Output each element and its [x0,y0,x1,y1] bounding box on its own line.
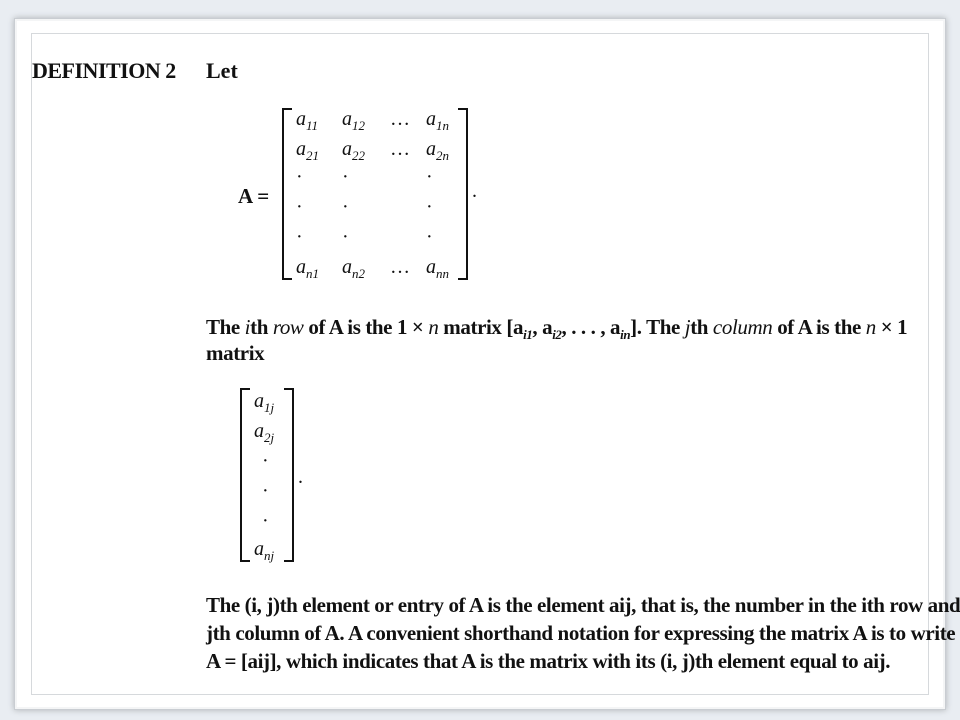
element-paragraph-line1: The (i, j)th element or entry of A is the element aij, that is, the number in the ith row and [206,593,960,617]
matrix-entry: $a_{22}$ [342,138,365,163]
column-entry: · [262,450,269,472]
row-column-paragraph-line2: matrix [206,341,265,365]
matrix-label: A = [238,184,270,208]
matrix-entry: $a_{nn}$ [426,256,449,281]
column-entry: $a_{1j}$ [254,390,275,415]
matrix-entry: $a_{1n}$ [426,108,449,133]
column-right-bracket [284,388,294,562]
column-left-bracket [240,388,250,562]
matrix-entry: · [342,166,349,188]
matrix-entry: $a_{12}$ [342,108,365,133]
column-entry: $a_{2j}$ [254,420,275,445]
matrix-right-bracket [458,108,468,280]
matrix-entry: · [426,226,433,248]
column-entry: · [262,480,269,502]
column-period: . [298,466,303,488]
matrix-entry: … [390,256,410,278]
matrix-entry: · [342,196,349,218]
element-paragraph-line2: jth column of A. A convenient shorthand notation for expressing the matrix A is to write [206,621,956,645]
matrix-entry: · [296,196,303,218]
matrix-entry: · [426,196,433,218]
element-paragraph-line3: A = [aij], which indicates that A is the matrix with its (i, j)th element equal to aij. [206,649,891,673]
column-entry: $a_{nj}$ [254,538,275,563]
matrix-period: . [472,180,477,202]
matrix-entry: … [390,108,410,130]
matrix-entry: $a_{n1}$ [296,256,319,281]
let-text: Let [206,58,238,83]
matrix-entry: … [390,138,410,160]
column-entry: · [262,510,269,532]
matrix-entry: · [426,166,433,188]
matrix-entry: $a_{n2}$ [342,256,365,281]
matrix-entry: $a_{2n}$ [426,138,449,163]
matrix-entry: · [296,166,303,188]
row-column-paragraph-line1: The ith row of A is the 1 × n matrix [$a_{i1}$, $a_{i2}$, . . . , $a_{in}$]. The jth column of A is the n × 1 [206,315,908,343]
matrix-entry: · [296,226,303,248]
matrix-left-bracket [282,108,292,280]
matrix-entry: $a_{11}$ [296,108,319,133]
matrix-entry: · [342,226,349,248]
definition-heading: DEFINITION 2 [32,58,176,83]
matrix-entry: $a_{21}$ [296,138,319,163]
